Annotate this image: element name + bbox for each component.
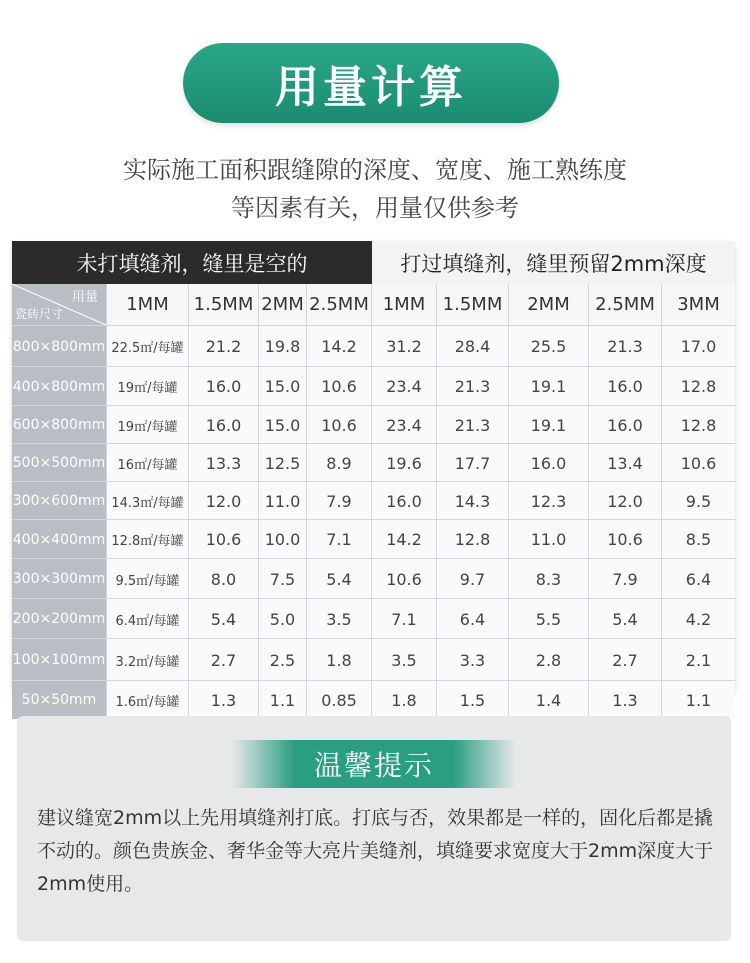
table-row <box>12 638 735 681</box>
value-cell: 13.3 <box>188 444 258 482</box>
coverage-cell: 3.2㎡/每罐 <box>106 639 188 681</box>
value-cell: 10.6 <box>661 444 735 482</box>
value-cell: 10.6 <box>306 367 371 406</box>
value-cell: 6.4 <box>436 599 508 639</box>
value-cell: 12.5 <box>258 444 306 482</box>
value-cell: 7.5 <box>258 559 306 599</box>
corner-label-usage: 用量 <box>71 290 98 305</box>
value-cell: 16.0 <box>371 482 436 520</box>
value-cell: 5.4 <box>188 599 258 639</box>
tips-title: 温馨提示 <box>313 749 434 782</box>
tips-box <box>17 716 731 941</box>
value-cell: 21.3 <box>588 326 661 367</box>
table-row <box>12 519 735 559</box>
value-cell: 12.8 <box>661 367 735 406</box>
group-header-unfilled: 未打填缝剂，缝里是空的 <box>12 241 372 284</box>
coverage-cell: 1.6㎡/每罐 <box>106 681 188 719</box>
value-cell: 25.5 <box>508 326 588 367</box>
value-cell: 12.0 <box>188 482 258 520</box>
value-cell: 3.3 <box>436 639 508 681</box>
value-cell: 8.5 <box>661 520 735 559</box>
column-header: 1.5MM <box>188 284 258 325</box>
value-cell: 2.7 <box>188 639 258 681</box>
column-header: 2MM <box>508 284 588 325</box>
table-row <box>12 443 735 482</box>
column-header: 2.5MM <box>588 284 661 325</box>
value-cell: 11.0 <box>258 482 306 520</box>
coverage-cell: 14.3㎡/每罐 <box>106 482 188 520</box>
value-cell: 9.7 <box>436 559 508 599</box>
coverage-cell: 22.5㎡/每罐 <box>106 326 188 367</box>
value-cell: 5.0 <box>258 599 306 639</box>
value-cell: 16.0 <box>188 367 258 406</box>
value-cell: 2.8 <box>508 639 588 681</box>
tile-size-cell: 500×500mm <box>12 444 106 482</box>
value-cell: 1.8 <box>371 681 436 719</box>
value-cell: 3.5 <box>371 639 436 681</box>
coverage-cell: 6.4㎡/每罐 <box>106 599 188 639</box>
column-header: 1.5MM <box>436 284 508 325</box>
tips-title-banner <box>232 740 516 788</box>
column-header: 2MM <box>258 284 306 325</box>
value-cell: 19.1 <box>508 367 588 406</box>
value-cell: 2.1 <box>661 639 735 681</box>
value-cell: 15.0 <box>258 406 306 444</box>
value-cell: 4.2 <box>661 599 735 639</box>
value-cell: 23.4 <box>371 367 436 406</box>
value-cell: 12.3 <box>508 482 588 520</box>
value-cell: 10.6 <box>588 520 661 559</box>
column-header: 3MM <box>661 284 735 325</box>
value-cell: 16.0 <box>588 406 661 444</box>
value-cell: 28.4 <box>436 326 508 367</box>
tile-size-cell: 200×200mm <box>12 599 106 639</box>
value-cell: 2.5 <box>258 639 306 681</box>
table-row <box>12 680 735 719</box>
subtitle-line-2: 等因素有关，用量仅供参考 <box>231 194 519 222</box>
corner-cell <box>12 284 106 325</box>
value-cell: 19.1 <box>508 406 588 444</box>
value-cell: 5.4 <box>588 599 661 639</box>
table-row <box>12 325 735 367</box>
value-cell: 10.6 <box>371 559 436 599</box>
value-cell: 5.5 <box>508 599 588 639</box>
value-cell: 12.0 <box>588 482 661 520</box>
tile-size-cell: 50×50mm <box>12 681 106 719</box>
value-cell: 1.1 <box>661 681 735 719</box>
group-header-prefilled: 打过填缝剂，缝里预留2mm深度 <box>372 241 735 284</box>
page-title: 用量计算 <box>275 62 467 113</box>
tile-size-cell: 400×800mm <box>12 367 106 406</box>
value-cell: 7.9 <box>588 559 661 599</box>
value-cell: 17.7 <box>436 444 508 482</box>
tile-size-cell: 800×800mm <box>12 326 106 367</box>
value-cell: 1.8 <box>306 639 371 681</box>
title-banner <box>183 43 559 123</box>
value-cell: 19.8 <box>258 326 306 367</box>
value-cell: 11.0 <box>508 520 588 559</box>
value-cell: 7.1 <box>371 599 436 639</box>
value-cell: 1.5 <box>436 681 508 719</box>
column-header: 2.5MM <box>306 284 371 325</box>
coverage-cell: 12.8㎡/每罐 <box>106 520 188 559</box>
value-cell: 17.0 <box>661 326 735 367</box>
value-cell: 12.8 <box>436 520 508 559</box>
value-cell: 16.0 <box>588 367 661 406</box>
subtitle-line-1: 实际施工面积跟缝隙的深度、宽度、施工熟练度 <box>123 156 627 184</box>
tile-size-cell: 400×400mm <box>12 520 106 559</box>
value-cell: 19.6 <box>371 444 436 482</box>
tips-text: 建议缝宽2mm以上先用填缝剂打底。打底与否，效果都是一样的，固化后都是撬不动的。颜色贵族金、奢华金等大亮片美缝剂，填缝要求宽度大于2mm深度大于2mm使用。 <box>37 807 714 895</box>
value-cell: 14.3 <box>436 482 508 520</box>
value-cell: 1.4 <box>508 681 588 719</box>
value-cell: 7.9 <box>306 482 371 520</box>
table-row <box>12 481 735 520</box>
tile-size-cell: 100×100mm <box>12 639 106 681</box>
column-header-row <box>12 284 735 326</box>
value-cell: 13.4 <box>588 444 661 482</box>
table-row <box>12 405 735 444</box>
value-cell: 7.1 <box>306 520 371 559</box>
coverage-cell: 9.5㎡/每罐 <box>106 559 188 599</box>
value-cell: 10.6 <box>306 406 371 444</box>
value-cell: 10.0 <box>258 520 306 559</box>
value-cell: 3.5 <box>306 599 371 639</box>
value-cell: 16.0 <box>188 406 258 444</box>
value-cell: 1.3 <box>588 681 661 719</box>
value-cell: 8.0 <box>188 559 258 599</box>
usage-table <box>12 241 735 710</box>
value-cell: 1.3 <box>188 681 258 719</box>
table-row <box>12 598 735 639</box>
value-cell: 12.8 <box>661 406 735 444</box>
tile-size-cell: 300×600mm <box>12 482 106 520</box>
value-cell: 14.2 <box>371 520 436 559</box>
table-row <box>12 366 735 406</box>
value-cell: 16.0 <box>508 444 588 482</box>
value-cell: 21.3 <box>436 406 508 444</box>
column-header: 1MM <box>106 284 188 325</box>
corner-label-tile-size: 瓷砖尺寸 <box>15 307 64 321</box>
value-cell: 1.1 <box>258 681 306 719</box>
value-cell: 9.5 <box>661 482 735 520</box>
value-cell: 0.85 <box>306 681 371 719</box>
table-row <box>12 558 735 599</box>
value-cell: 6.4 <box>661 559 735 599</box>
value-cell: 8.3 <box>508 559 588 599</box>
value-cell: 5.4 <box>306 559 371 599</box>
column-header: 1MM <box>371 284 436 325</box>
tile-size-cell: 600×800mm <box>12 406 106 444</box>
value-cell: 15.0 <box>258 367 306 406</box>
value-cell: 21.2 <box>188 326 258 367</box>
value-cell: 8.9 <box>306 444 371 482</box>
value-cell: 14.2 <box>306 326 371 367</box>
tile-size-cell: 300×300mm <box>12 559 106 599</box>
value-cell: 10.6 <box>188 520 258 559</box>
coverage-cell: 19㎡/每罐 <box>106 367 188 406</box>
value-cell: 2.7 <box>588 639 661 681</box>
value-cell: 31.2 <box>371 326 436 367</box>
coverage-cell: 16㎡/每罐 <box>106 444 188 482</box>
coverage-cell: 19㎡/每罐 <box>106 406 188 444</box>
value-cell: 21.3 <box>436 367 508 406</box>
value-cell: 23.4 <box>371 406 436 444</box>
